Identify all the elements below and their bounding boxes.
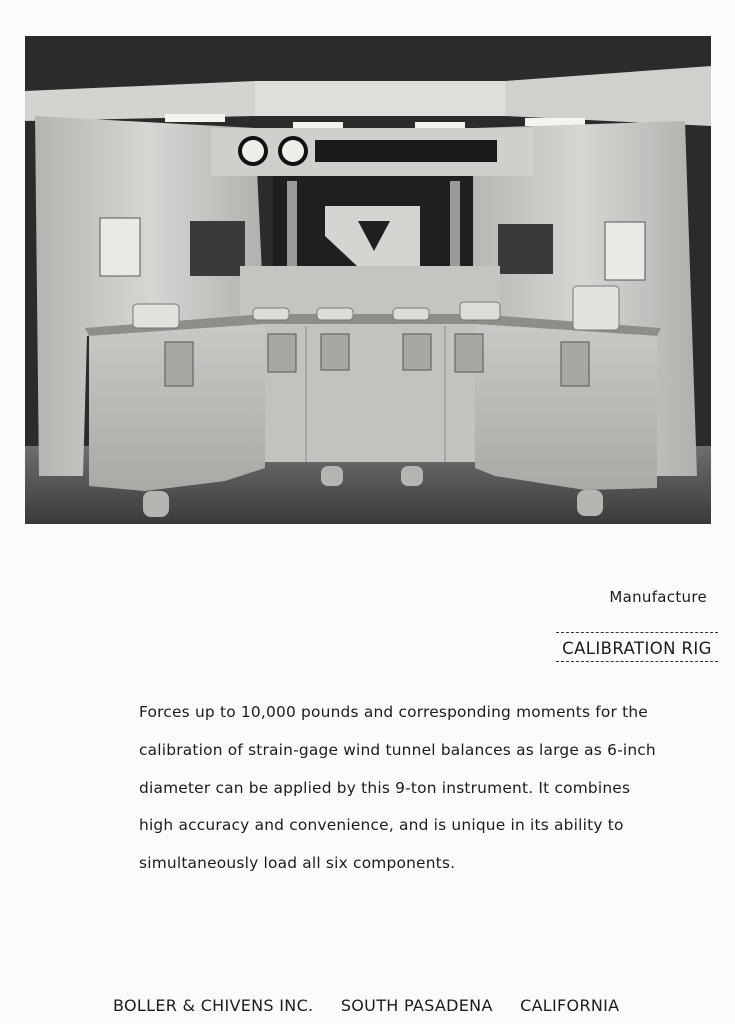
- light-2: [293, 122, 343, 129]
- footer: [113, 996, 641, 1015]
- page-title: CALIBRATION RIG: [562, 639, 712, 658]
- footer-company: BOLLER & CHIVENS INC.: [113, 996, 314, 1015]
- control-strip: [315, 140, 497, 162]
- drawer-6: [561, 342, 589, 386]
- title-block: [556, 632, 718, 662]
- window-right-1: [498, 224, 553, 274]
- weight-stack-5: [460, 302, 500, 320]
- description-line: high accuracy and convenience, and is unique in its ability to: [139, 816, 624, 835]
- drawer-1: [165, 342, 193, 386]
- drawer-4: [403, 334, 431, 370]
- drawer-3: [321, 334, 349, 370]
- window-left-2: [190, 221, 245, 276]
- window-left-1: [100, 218, 140, 276]
- canopy-center: [255, 81, 505, 116]
- description-line: diameter can be applied by this 9-ton instrument. It combines: [139, 778, 631, 797]
- foot-3: [401, 466, 423, 486]
- weight-stack-1: [133, 304, 179, 328]
- footer-state: CALIFORNIA: [520, 996, 620, 1015]
- machine-illustration: [25, 36, 711, 524]
- weight-stack-6: [573, 286, 619, 330]
- calibration-rig-photo: [25, 36, 711, 524]
- footer-city: SOUTH PASADENA: [340, 996, 493, 1015]
- weight-stack-2: [253, 308, 289, 320]
- drawer-5: [455, 334, 483, 372]
- category-label: Manufacture: [609, 588, 707, 606]
- weight-stack-4: [393, 308, 429, 320]
- weight-stack-3: [317, 308, 353, 320]
- description: [139, 694, 719, 883]
- window-right-2: [605, 222, 645, 280]
- description-line: calibration of strain-gage wind tunnel balances as large as 6-inch: [139, 740, 656, 759]
- description-line: Forces up to 10,000 pounds and corresponding moments for the: [139, 703, 648, 721]
- light-3: [415, 122, 465, 129]
- foot-1: [143, 491, 169, 517]
- drawer-2: [268, 334, 296, 372]
- description-line: simultaneously load all six components.: [139, 854, 456, 873]
- light-1: [165, 114, 225, 122]
- foot-4: [577, 490, 603, 516]
- foot-2: [321, 466, 343, 486]
